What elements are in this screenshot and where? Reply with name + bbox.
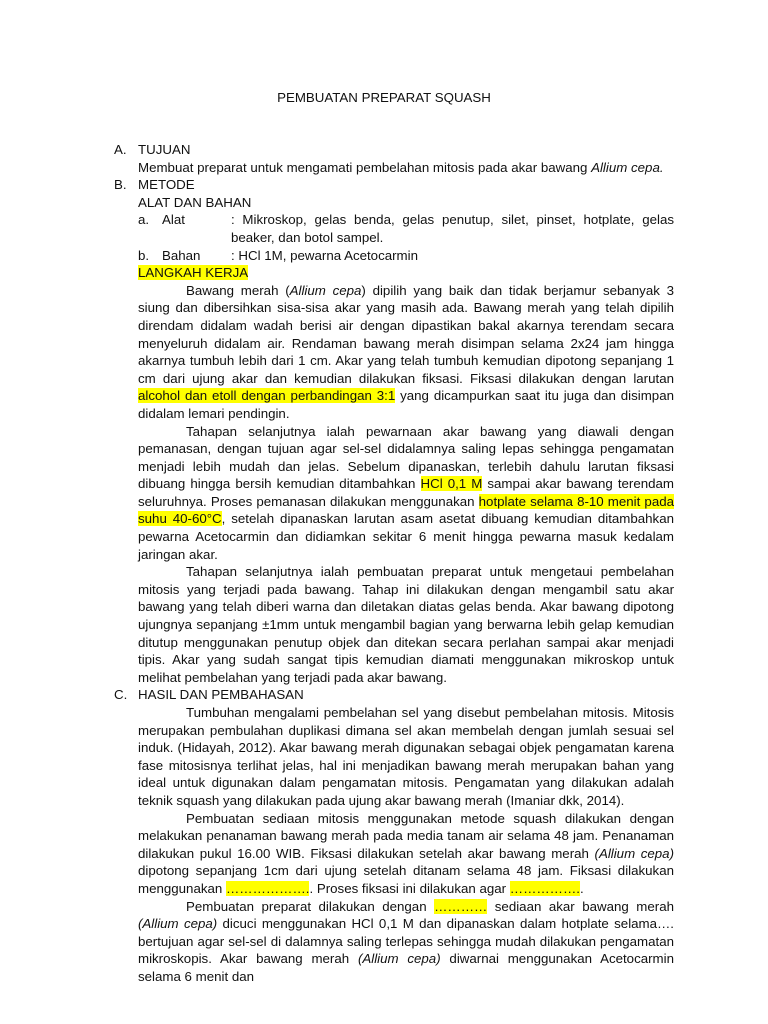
section-a-heading bbox=[114, 141, 674, 159]
highlight: hotplate selama 8-10 menit pada suhu 40-60°C bbox=[138, 493, 674, 527]
tujuan-text: Membuat preparat untuk mengamati pembelahan mitosis pada akar bawang Allium cepa. bbox=[138, 159, 664, 175]
highlight: ………………. bbox=[225, 880, 310, 896]
alat-item: a. Alat : Mikroskop, gelas benda, gelas penutup, silet, pinset, hotplate, gelas beaker, dan botol sampel. bbox=[138, 212, 674, 245]
document-body bbox=[114, 141, 674, 986]
bahan-item: b. Bahan : HCl 1M, pewarna Acetocarmin bbox=[138, 247, 418, 263]
section-heading: TUJUAN bbox=[138, 142, 191, 157]
section-c-heading bbox=[114, 686, 674, 704]
hasil-paragraph-1: Tumbuhan mengalami pembelahan sel yang disebut pembelahan mitosis. Mitosis merupakan pembulahan duplikasi dimana sel akan membelah dengan jumlah sesuai sel induk. (Hidayah, 2012). Akar bawang merah digunakan sebagai objek pengamatan karena fase mitosisnya terlihat jelas, hal ini menjadikan bawang merah merupakan bahan yang ideal untuk digunakan dalam pengamatan mitosis. Pengamatan yang dilakukan adalah teknik squash yang dilakukan pada ujung akar bawang merah (Imaniar dkk, 2014). bbox=[138, 705, 674, 808]
document-title: PEMBUATAN PREPARAT SQUASH bbox=[277, 90, 491, 105]
langkah-paragraph-2: Tahapan selanjutnya ialah pewarnaan akar bawang yang diawali dengan pemanasan, dengan tujuan agar sel-sel didalamnya saling lepas sehingga pengamatan menjadi lebih mudah dan jelas. Sebelum dipanaskan, terlebih dahulu larutan fiksasi dibuang hingga bersih kemudian ditambahkan HCl 0,1 M sampai akar bawang terendam seluruhnya. Proses pemanasan dilakukan menggunakan hotplate selama 8-10 menit pada suhu 40-60°C, setelah dipanaskan larutan asam asetat dibuang kemudian ditambahkan pewarna Acetocarmin dan didiamkan sekitar 6 menit hingga pewarna masuk kedalam jaringan akar. bbox=[138, 423, 674, 562]
section-letter: B. bbox=[114, 177, 127, 193]
langkah-paragraph-1: Bawang merah (Allium cepa) dipilih yang baik dan tidak berjamur sebanyak 3 siung dan dibersihkan sisa-sisa akar yang masih ada. Bawang merah yang telah dipilih direndam didalam wadah berisi air dengan dipastikan bakal akarnya terendam secara menyeluruh didalam air. Rendaman bawang merah disimpan selama 2x24 jam hingga akarnya tumbuh lebih dari 1 cm. Akar yang telah tumbuh kemudian dipotong sepanjang 1 cm dari ujung akar dan kemudian dilakukan fiksasi. Fiksasi dilakukan dengan larutan alcohol dan etoll dengan perbandingan 3:1 yang dicampurkan saat itu juga dan disimpan didalam lemari pendingin. bbox=[138, 282, 674, 421]
highlight: HCl 0,1 M bbox=[420, 476, 483, 492]
highlight: alcohol dan etoll dengan perbandingan 3:1 bbox=[138, 388, 396, 404]
langkah-paragraph-3: Tahapan selanjutnya ialah pembuatan preparat untuk mengetaui pembelahan mitosis yang terjadi pada bawang. Tahap ini dilakukan dengan mengambil satu akar bawang yang telah diberi warna dan diletakan diatas gelas benda. Akar bawang dipotong ujungnya sepanjang ±1mm untuk mengambil bagian yang berwarna lebih gelap kemudian ditutup menggunakan penutup objek dan ditekan secara perlahan sampai akar menjadi tipis. Akar yang sudah sangat tipis kemudian diamati menggunakan mikroskop untuk melihat pembelahan yang terjadi pada akar bawang. bbox=[138, 564, 674, 685]
hasil-paragraph-3: Pembuatan preparat dilakukan dengan ………… sediaan akar bawang merah (Allium cepa) dicuci menggunakan HCl 0,1 M dan dipanaskan dalam hotplate selama…. bertujuan agar sel-sel di dalamnya saling terlepas sehingga mudah dilakukan pengamatan mikroskopis. Akar bawang merah (Allium cepa) diwarnai menggunakan Acetocarmin selama 6 menit dan bbox=[138, 898, 674, 984]
highlight: ………… bbox=[434, 898, 488, 914]
section-heading: METODE bbox=[138, 177, 195, 193]
hasil-paragraph-2: Pembuatan sediaan mitosis menggunakan metode squash dilakukan dengan melakukan penanaman bawang merah pada media tanam air selama 48 jam. Penanaman dilakukan pukul 16.00 WIB. Fiksasi dilakukan setelah akar bawang merah (Allium cepa) dipotong sepanjang 1cm dari ujung setelah ditanam selama 48 jam. Fiksasi dilakukan menggunakan ……………….. Proses fiksasi ini dilakukan agar …………….. bbox=[138, 810, 674, 896]
alat-bahan-heading: ALAT DAN BAHAN bbox=[138, 194, 252, 210]
langkah-kerja-heading: LANGKAH KERJA bbox=[138, 265, 249, 281]
section-b-heading bbox=[114, 176, 674, 194]
section-heading: HASIL DAN PEMBAHASAN bbox=[138, 687, 304, 703]
section-letter: C. bbox=[114, 687, 128, 703]
highlight: ……………. bbox=[509, 880, 580, 896]
section-letter: A. bbox=[114, 142, 127, 157]
